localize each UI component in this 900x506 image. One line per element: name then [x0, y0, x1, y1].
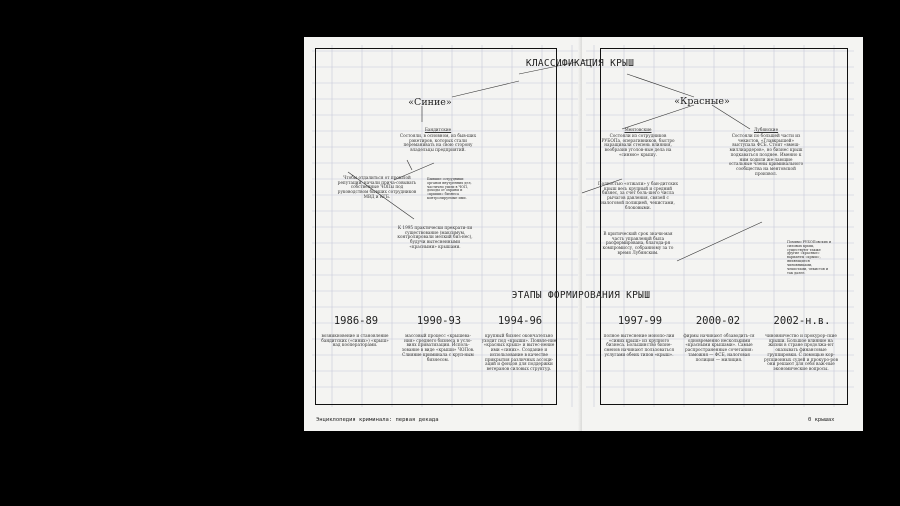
stage-text-2: массовый процесс «крышева-ния» среднего бизнеса в усло-виях приватизации. Исполь-зование в виде «крыши» ЧОПов. Слияние криминала с круп-ным бизнесом. — [401, 333, 475, 362]
classification-title: КЛАССИФИКАЦИЯ КРЫШ — [525, 58, 635, 69]
stage-text-1: возникновение и становление бандитских («синих») «крыш» над кооператорами. — [321, 333, 389, 348]
footer-left: Энциклопедия криминала: первая декада — [316, 417, 439, 423]
police-text-2: Полностью «отжали» у бан-дитских крыш весь крупный и средний бизнес, за счет боль-шего числа рычагов давления, связей с налоговой полицией, чекистами, блоковыми. — [598, 181, 678, 210]
decline-1995-text: К 1995 практически прекрати-ли существование (максимум, контролировали мелкий биз-нес), будучи вытесненными «красными» крышами. — [397, 225, 473, 249]
stage-year-6: 2002-н.в. — [773, 315, 831, 327]
lubyanka-heading: Лубянские — [753, 127, 779, 132]
stage-text-3: крупный бизнес окончательно уходит под «крыши». Появле-ние «красных крыш» и вытес-нение ими «синих». Создание и использование в качестве прикрытия различных ассоци-аций и фондов для поддержки ветеранов силовых структур. — [481, 333, 557, 371]
lubyanka-text: Состояли по большей части из чекистов. «Главкрышей» выступала ФСБ. Стоит «вмеш-миллиардеров», но бизнес крыш подкаваться позднее. Именно к ним ходили же-лающие остальные члены криминального сообщества на ментовской произвол. — [728, 133, 804, 176]
stage-year-4: 1997-99 — [617, 315, 663, 327]
stage-year-1: 1986-89 — [333, 315, 379, 327]
stage-year-3: 1994-96 — [497, 315, 543, 327]
stage-text-4: полное вытеснение монопо-лии «синих крыш» из крупного бизнеса. Большинство бизне-сменов начинают пользоваться услугами обеих типов «крыш». — [603, 333, 675, 357]
bandits-heading: Бандитские — [424, 127, 452, 132]
lubyanka-note: Помимо РУБОПовских и силовых крыш, существуют также другие «красные» варианты «крыш», являющиеся чиновниками, чекистами, чекистов и так далее. — [787, 240, 832, 275]
police-text-3: В критический срок значи-мая часть управлений была расформирована, благода-ря компромиссу, собранному за то время Лубянским. — [602, 231, 674, 255]
police-heading: Ментовские — [624, 127, 652, 132]
stage-year-2: 1990-93 — [416, 315, 462, 327]
bandits-text: Состояли, в основном, из быв-ших рэкетиров, которых стали переманивать на свою сторону владельцы предприятий. — [399, 133, 477, 153]
blue-roof-label: «Синие» — [408, 97, 452, 108]
footer-right: 0 крышах — [808, 417, 835, 423]
stage-year-5: 2000-02 — [695, 315, 741, 327]
chop-note: Бывшие сотрудники органов внутренних дел, частично ушли в ЧОП, доходы от охраны и «крыши» бизнеса контролируемые ими. — [427, 177, 472, 201]
stage-text-6: чиновничество и прокурор-ские крыши. Большое влияние на жизни в стране продолжа-ют оказывать финансовые группировки. С помощью кор-рупционных судей и прокуро-ров они решают для себя важ-ные экономические вопросы. — [764, 333, 838, 371]
stage-text-5: фирмы начинают обзаводить-ся одновременно несколькими «красными крышами». Самые распространенные сочетания: таможня — ФСБ, налоговая полиция — милиция. — [683, 333, 755, 362]
red-roof-label: «Красные» — [674, 96, 730, 107]
police-text: Состояли из сотрудников РУБОПа, оперативников, быстро наращивали степень влияния, вообразив уголов-ные дела на «синюю» крышу. — [601, 133, 675, 157]
stages-title: ЭТАПЫ ФОРМИРОВАНИЯ КРЫШ — [511, 290, 651, 301]
chop-text: Чтобы отдалиться от прошлой репутации, начали прича-совывать собственные ЧОПы под руководством бывших сотрудников МВД и КГБ. — [337, 175, 417, 199]
